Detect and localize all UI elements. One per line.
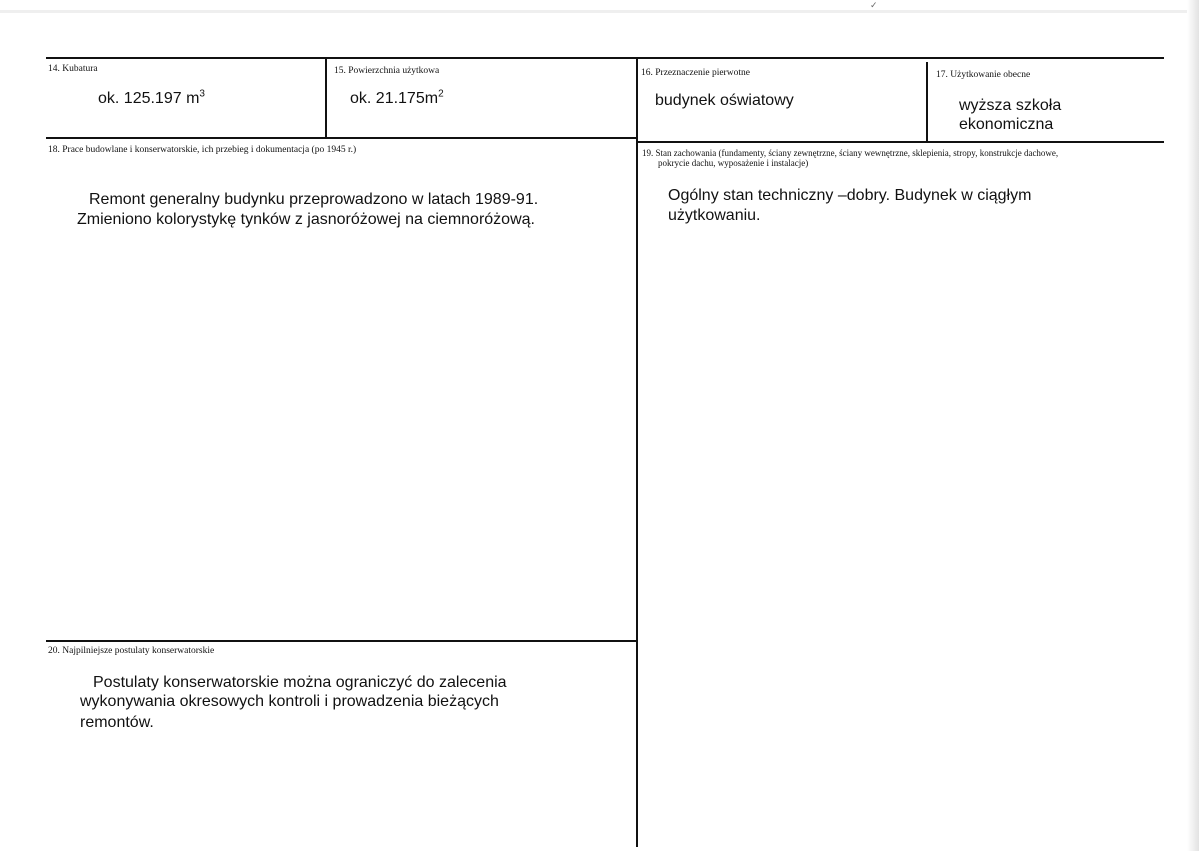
field-15-value-text: ok. 21.175m <box>350 90 439 107</box>
mid-row-line-left <box>46 137 636 139</box>
field-19-label-line2: pokrycie dachu, wyposażenie i instalacje) <box>658 158 809 168</box>
divider-14-15 <box>325 57 327 137</box>
field-16-value: budynek oświatowy <box>655 92 794 109</box>
main-vertical-divider <box>636 57 638 847</box>
field-18-value-line1: Remont generalny budynku przeprowadzono w latach 1989-91. <box>89 191 539 208</box>
section-20-line <box>46 640 637 642</box>
scan-top-shadow <box>0 10 1199 13</box>
field-20-label: 20. Najpilniejsze postulaty konserwatorskie <box>48 646 215 656</box>
field-14-label: 14. Kubatura <box>48 64 98 74</box>
mid-row-line-right <box>636 141 1164 143</box>
field-15-value <box>350 89 444 108</box>
field-17-label: 17. Użytkowanie obecne <box>936 70 1031 80</box>
field-14-value <box>98 89 205 108</box>
scan-speck-top: ✓ <box>870 0 878 10</box>
top-row-line <box>46 57 1164 59</box>
field-18-value-line2: Zmieniono kolorystykę tynków z jasnoróżowej na ciemnoróżową. <box>77 211 535 228</box>
divider-16-17 <box>926 62 928 142</box>
field-14-value-text: ok. 125.197 m <box>98 90 200 107</box>
field-17-value-line2: ekonomiczna <box>959 116 1054 133</box>
field-19-value-line2: użytkowaniu. <box>668 207 761 224</box>
field-15-label: 15. Powierzchnia użytkowa <box>334 66 440 76</box>
field-20-value-line1: Postulaty konserwatorskie można ograniczyć do zalecenia <box>93 674 507 691</box>
field-19-value-line1: Ogólny stan techniczny –dobry. Budynek w ciągłym <box>668 187 1032 204</box>
field-20-value-line2: wykonywania okresowych kontroli i prowadzenia bieżących <box>80 693 499 710</box>
field-18-label: 18. Prace budowlane i konserwatorskie, ich przebieg i dokumentacja (po 1945 r.) <box>48 145 357 155</box>
field-14-value-unit-sup: 3 <box>199 88 205 100</box>
field-19-label-line1: 19. Stan zachowania (fundamenty, ściany zewnętrzne, ściany wewnętrzne, sklepienia, stropy, konstrukcje dachowe, <box>642 148 1059 158</box>
field-16-label: 16. Przeznaczenie pierwotne <box>641 68 750 78</box>
scan-right-shade <box>1187 0 1199 851</box>
field-17-value-line1: wyższa szkoła <box>959 97 1062 114</box>
field-20-value-line3: remontów. <box>80 714 154 731</box>
field-15-value-unit-sup: 2 <box>438 88 444 100</box>
